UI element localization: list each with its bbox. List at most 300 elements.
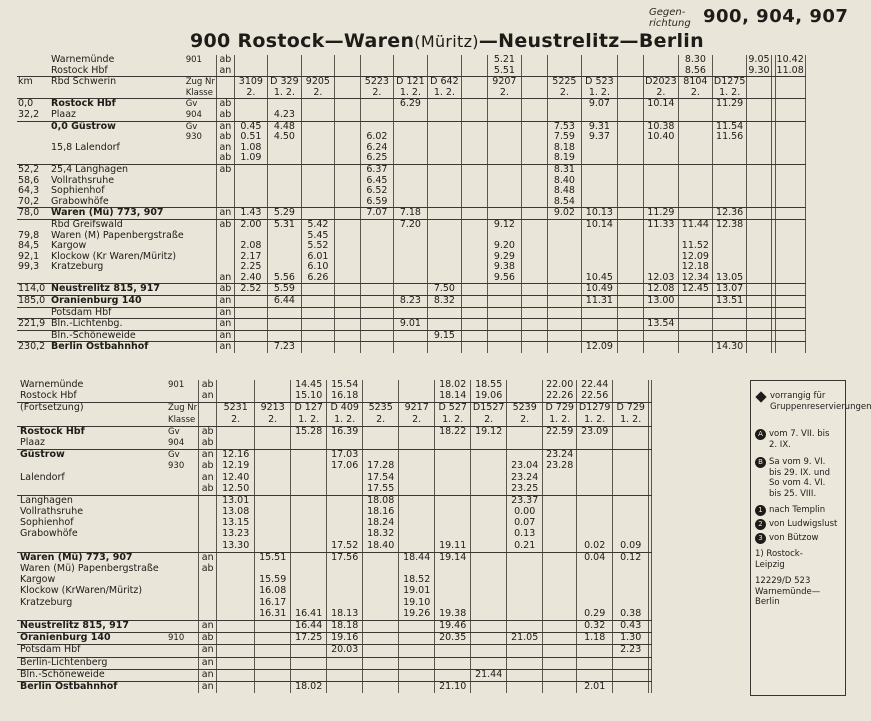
table-cell: 9.01 bbox=[393, 319, 427, 331]
table-cell: an bbox=[216, 330, 234, 342]
table-cell bbox=[291, 575, 327, 586]
table-cell bbox=[775, 143, 805, 154]
table-cell bbox=[775, 153, 805, 164]
table-cell: 930 bbox=[167, 461, 199, 472]
table-row bbox=[17, 633, 652, 645]
table-cell bbox=[471, 657, 507, 669]
table-cell bbox=[17, 219, 50, 230]
table-cell: 0.07 bbox=[507, 518, 543, 529]
table-cell: 6.25 bbox=[360, 153, 393, 164]
table-cell: 7.07 bbox=[360, 208, 393, 220]
table-cell: 12.36 bbox=[712, 208, 747, 220]
table-cell bbox=[487, 197, 521, 208]
table-cell bbox=[487, 164, 521, 175]
table-cell bbox=[775, 273, 805, 284]
station-cell: Rostock Hbf bbox=[20, 425, 85, 437]
table-cell bbox=[649, 426, 652, 438]
station-cell: Waren (M) Papenbergstraße bbox=[51, 229, 184, 241]
table-cell bbox=[678, 186, 712, 197]
table-cell bbox=[435, 586, 471, 597]
table-cell: 17.55 bbox=[363, 484, 399, 496]
table-cell bbox=[217, 620, 255, 632]
table-cell bbox=[471, 552, 507, 564]
table-row bbox=[17, 438, 652, 450]
table-cell bbox=[461, 66, 487, 77]
table-cell bbox=[185, 197, 217, 208]
table-cell bbox=[581, 330, 617, 342]
table-cell bbox=[301, 132, 334, 143]
table-cell bbox=[199, 598, 217, 609]
table-cell bbox=[547, 273, 581, 284]
table-cell bbox=[334, 252, 360, 263]
legend-box bbox=[750, 380, 871, 696]
table-cell bbox=[435, 495, 471, 507]
table-cell bbox=[393, 143, 427, 154]
table-row bbox=[17, 681, 652, 693]
table-cell bbox=[649, 645, 652, 657]
table-cell bbox=[712, 319, 747, 331]
table-cell bbox=[399, 620, 435, 632]
table-cell bbox=[577, 645, 613, 657]
table-cell bbox=[267, 241, 301, 252]
table-cell: 5.21 bbox=[487, 55, 521, 66]
table-cell: 14.45 bbox=[291, 380, 327, 391]
table-cell: 0.45 bbox=[234, 121, 267, 132]
table-row bbox=[17, 88, 805, 99]
table-cell bbox=[471, 495, 507, 507]
table-cell bbox=[617, 153, 643, 164]
table-cell bbox=[649, 541, 652, 553]
table-cell bbox=[775, 342, 805, 353]
table-cell bbox=[327, 669, 363, 681]
table-cell: 1. 2. bbox=[327, 415, 363, 427]
table-cell bbox=[234, 342, 267, 353]
station-cell: Grabowhöfe bbox=[20, 528, 78, 540]
table-cell: 17.25 bbox=[291, 633, 327, 645]
table-cell: 15.54 bbox=[327, 380, 363, 391]
table-cell bbox=[521, 77, 547, 88]
station-cell: Rostock Hbf bbox=[50, 66, 185, 77]
table-cell bbox=[747, 121, 771, 132]
table-cell bbox=[17, 132, 50, 143]
table-cell bbox=[393, 273, 427, 284]
table-cell: 1.08 bbox=[234, 143, 267, 154]
table-cell bbox=[487, 186, 521, 197]
table-cell bbox=[291, 450, 327, 462]
table-cell bbox=[363, 380, 399, 391]
table-cell bbox=[643, 197, 678, 208]
station-cell: Berlin Ostbahnhof bbox=[51, 341, 149, 353]
table-cell bbox=[399, 461, 435, 472]
table-cell bbox=[267, 307, 301, 319]
table-row bbox=[17, 110, 805, 121]
table-cell bbox=[581, 197, 617, 208]
table-cell: 5225 bbox=[547, 77, 581, 88]
table-row bbox=[17, 669, 652, 681]
table-cell: 6.01 bbox=[301, 252, 334, 263]
gegen-text: Gegen- bbox=[649, 7, 686, 18]
table-cell bbox=[643, 66, 678, 77]
table-cell bbox=[435, 473, 471, 484]
table-cell: 0.32 bbox=[577, 620, 613, 632]
table-cell bbox=[775, 296, 805, 308]
table-cell: 1. 2. bbox=[267, 88, 301, 99]
table-cell bbox=[301, 176, 334, 187]
station-cell: Grabowhöfe bbox=[50, 197, 185, 208]
table-cell bbox=[334, 262, 360, 273]
table-cell bbox=[216, 252, 234, 263]
table-cell bbox=[167, 391, 199, 403]
table-cell: 6.37 bbox=[360, 164, 393, 175]
table-cell bbox=[577, 461, 613, 472]
table-cell bbox=[217, 552, 255, 564]
station-cell: Neustrelitz 815, 917 bbox=[19, 620, 167, 632]
table-cell bbox=[712, 176, 747, 187]
table-cell bbox=[435, 518, 471, 529]
table-cell bbox=[547, 231, 581, 242]
table-cell bbox=[334, 99, 360, 110]
table-cell: 22.59 bbox=[543, 426, 577, 438]
station-cell: Rbd Greifswald bbox=[51, 218, 123, 230]
table-cell bbox=[775, 186, 805, 197]
table-cell bbox=[747, 176, 771, 187]
table-cell bbox=[185, 164, 217, 175]
table-cell bbox=[649, 495, 652, 507]
table-cell bbox=[185, 284, 217, 296]
table-cell: an bbox=[216, 66, 234, 77]
table-cell bbox=[363, 620, 399, 632]
table-cell bbox=[649, 669, 652, 681]
table-cell: 12.03 bbox=[643, 273, 678, 284]
table-cell bbox=[649, 529, 652, 540]
table-cell: 12.40 bbox=[217, 473, 255, 484]
table-cell: 9.12 bbox=[487, 219, 521, 230]
legend-symbol-icon: A bbox=[755, 429, 766, 440]
table-cell bbox=[234, 99, 267, 110]
table-cell: 5.52 bbox=[301, 241, 334, 252]
table-cell bbox=[435, 657, 471, 669]
table-cell: 16.17 bbox=[255, 598, 291, 609]
table-row bbox=[17, 153, 805, 164]
table-cell: Zug Nr bbox=[168, 403, 198, 414]
table-cell: 0.43 bbox=[613, 620, 649, 632]
table-row bbox=[17, 273, 805, 284]
table-cell bbox=[255, 657, 291, 669]
table-cell bbox=[747, 252, 771, 263]
table-cell: 18.13 bbox=[327, 609, 363, 621]
table-row bbox=[17, 657, 652, 669]
table-cell bbox=[507, 609, 543, 621]
table-cell bbox=[363, 609, 399, 621]
table-cell bbox=[617, 197, 643, 208]
station-cell: Bln.-Schöneweide bbox=[50, 330, 185, 342]
table-cell bbox=[543, 495, 577, 507]
table-cell bbox=[487, 110, 521, 121]
table-cell: 11.33 bbox=[643, 219, 678, 230]
table-cell bbox=[613, 484, 649, 496]
table-cell bbox=[360, 252, 393, 263]
table-cell: Klasse bbox=[167, 415, 199, 427]
table-cell: 8.23 bbox=[393, 296, 427, 308]
table-cell: 18.02 bbox=[291, 681, 327, 693]
title-end: —Neustrelitz—Berlin bbox=[478, 30, 704, 52]
table-cell bbox=[543, 552, 577, 564]
table-cell: ab bbox=[199, 564, 217, 575]
table-cell: 2.40 bbox=[234, 273, 267, 284]
table-cell bbox=[617, 319, 643, 331]
table-cell bbox=[399, 484, 435, 496]
table-cell bbox=[267, 143, 301, 154]
table-cell bbox=[185, 296, 217, 308]
table-cell bbox=[678, 132, 712, 143]
legend-item bbox=[755, 519, 843, 530]
table-cell bbox=[617, 231, 643, 242]
table-cell bbox=[334, 241, 360, 252]
table-cell bbox=[234, 330, 267, 342]
table-cell bbox=[255, 645, 291, 657]
table-cell: 904 bbox=[185, 110, 217, 121]
table-cell bbox=[399, 438, 435, 450]
table-cell: 12.18 bbox=[678, 262, 712, 273]
station-cell: Sophienhof bbox=[20, 517, 74, 529]
station-cell bbox=[19, 484, 167, 496]
table-cell bbox=[617, 176, 643, 187]
table-cell bbox=[678, 342, 712, 353]
table-cell bbox=[617, 273, 643, 284]
table-cell bbox=[712, 241, 747, 252]
station-cell: Kargow bbox=[20, 574, 56, 586]
table-cell bbox=[543, 541, 577, 553]
table-cell bbox=[334, 197, 360, 208]
table-cell: 11.08 bbox=[776, 64, 804, 76]
table-cell: 9.56 bbox=[487, 273, 521, 284]
table-cell: 16.41 bbox=[291, 609, 327, 621]
table-cell bbox=[301, 319, 334, 331]
table-cell bbox=[360, 342, 393, 353]
table-cell bbox=[712, 143, 747, 154]
table-cell: 6.10 bbox=[301, 262, 334, 273]
table-cell bbox=[267, 164, 301, 175]
table-cell: 0,0 bbox=[18, 98, 34, 110]
table-cell bbox=[461, 121, 487, 132]
legend-text: nach Templin bbox=[769, 505, 826, 515]
table-cell bbox=[747, 197, 771, 208]
table-cell bbox=[577, 586, 613, 597]
table-cell bbox=[649, 507, 652, 518]
table-cell bbox=[216, 231, 234, 242]
table-cell bbox=[17, 273, 50, 284]
table-cell bbox=[613, 461, 649, 472]
table-cell bbox=[461, 186, 487, 197]
station-cell: Lalendorf bbox=[20, 471, 65, 483]
table-cell bbox=[217, 645, 255, 657]
table-cell: 8.19 bbox=[547, 153, 581, 164]
table-cell: 11.56 bbox=[712, 132, 747, 143]
table-cell bbox=[360, 319, 393, 331]
table-cell bbox=[678, 99, 712, 110]
table-cell bbox=[291, 586, 327, 597]
table-cell bbox=[327, 564, 363, 575]
table-cell: 13.51 bbox=[712, 296, 747, 308]
table-cell bbox=[577, 473, 613, 484]
table-cell: Klasse bbox=[185, 88, 217, 99]
table-row bbox=[17, 55, 805, 66]
table-cell bbox=[643, 110, 678, 121]
table-cell bbox=[747, 231, 771, 242]
table-cell bbox=[435, 507, 471, 518]
table-cell bbox=[461, 153, 487, 164]
table-cell bbox=[334, 153, 360, 164]
table-cell: 0.04 bbox=[577, 552, 613, 564]
table-cell: 9.38 bbox=[487, 262, 521, 273]
table-cell: 20.35 bbox=[435, 633, 471, 645]
table-cell: 6.02 bbox=[360, 132, 393, 143]
table-cell: 21.10 bbox=[435, 681, 471, 693]
table-cell bbox=[255, 473, 291, 484]
table-cell bbox=[775, 77, 805, 88]
table-row bbox=[17, 330, 805, 342]
table-cell bbox=[399, 391, 435, 403]
table-cell: an bbox=[216, 296, 234, 308]
table-cell bbox=[547, 66, 581, 77]
table-cell bbox=[471, 598, 507, 609]
table-cell: 1. 2. bbox=[291, 415, 327, 427]
table-cell bbox=[617, 110, 643, 121]
table-cell bbox=[255, 391, 291, 403]
table-cell bbox=[487, 319, 521, 331]
table-cell: 10.40 bbox=[643, 132, 678, 143]
table-cell: 1. 2. bbox=[581, 88, 617, 99]
table-cell bbox=[217, 669, 255, 681]
table-cell bbox=[547, 307, 581, 319]
table-cell bbox=[471, 564, 507, 575]
table-cell bbox=[521, 219, 547, 230]
table-cell: 12.45 bbox=[678, 284, 712, 296]
table-cell bbox=[521, 176, 547, 187]
table-cell bbox=[521, 262, 547, 273]
table-cell bbox=[167, 495, 199, 507]
table-cell: 8.18 bbox=[547, 143, 581, 154]
table-row bbox=[17, 132, 805, 143]
table-cell: 19.16 bbox=[327, 633, 363, 645]
table-cell bbox=[267, 176, 301, 187]
table-cell: 19.01 bbox=[399, 586, 435, 597]
table-cell bbox=[487, 342, 521, 353]
table-cell bbox=[17, 153, 50, 164]
table-cell bbox=[327, 657, 363, 669]
table-row bbox=[17, 415, 652, 427]
table-row bbox=[17, 121, 805, 132]
table-cell bbox=[267, 330, 301, 342]
table-cell: 17.28 bbox=[363, 461, 399, 472]
table-cell: 9.02 bbox=[547, 208, 581, 220]
table-cell bbox=[167, 586, 199, 597]
table-cell bbox=[547, 296, 581, 308]
table-cell bbox=[543, 657, 577, 669]
timetable-upper bbox=[17, 55, 806, 353]
table-cell bbox=[507, 620, 543, 632]
table-cell: ab bbox=[199, 484, 217, 496]
table-cell bbox=[712, 66, 747, 77]
table-row bbox=[17, 507, 652, 518]
table-cell: 0.12 bbox=[613, 552, 649, 564]
table-cell bbox=[643, 164, 678, 175]
table-cell bbox=[543, 609, 577, 621]
station-cell: Kratzeburg bbox=[51, 261, 104, 273]
table-cell: 13.23 bbox=[217, 529, 255, 540]
station-cell: 0,0 Güstrow bbox=[51, 120, 116, 132]
table-cell bbox=[649, 391, 652, 403]
station-cell: Potsdam Hbf bbox=[19, 645, 167, 657]
table-cell: 8.40 bbox=[547, 176, 581, 187]
table-cell: 2. bbox=[217, 415, 255, 427]
table-cell bbox=[487, 296, 521, 308]
table-cell bbox=[427, 273, 461, 284]
table-cell: 84,5 bbox=[18, 240, 40, 252]
table-cell bbox=[747, 219, 771, 230]
table-cell bbox=[217, 575, 255, 586]
table-cell: 2. bbox=[360, 88, 393, 99]
table-cell bbox=[291, 473, 327, 484]
table-cell: 13.01 bbox=[217, 495, 255, 507]
table-cell bbox=[617, 143, 643, 154]
table-cell bbox=[678, 319, 712, 331]
table-cell bbox=[334, 307, 360, 319]
table-cell: 17.03 bbox=[327, 450, 363, 462]
table-cell bbox=[399, 669, 435, 681]
table-cell: 18.40 bbox=[363, 541, 399, 553]
table-cell bbox=[461, 252, 487, 263]
table-cell: 0.00 bbox=[507, 507, 543, 518]
table-row bbox=[17, 99, 805, 110]
table-cell: 2.25 bbox=[234, 262, 267, 273]
table-cell bbox=[291, 541, 327, 553]
table-cell bbox=[712, 197, 747, 208]
table-cell bbox=[427, 262, 461, 273]
table-cell bbox=[617, 241, 643, 252]
table-cell bbox=[327, 438, 363, 450]
table-cell bbox=[363, 575, 399, 586]
table-cell bbox=[547, 319, 581, 331]
table-cell bbox=[747, 153, 771, 164]
table-cell bbox=[461, 219, 487, 230]
table-cell bbox=[199, 518, 217, 529]
table-cell: an bbox=[216, 121, 234, 132]
table-cell bbox=[649, 564, 652, 575]
table-cell bbox=[399, 529, 435, 540]
table-row bbox=[17, 143, 805, 154]
table-cell bbox=[291, 461, 327, 472]
table-cell: 8.56 bbox=[678, 66, 712, 77]
table-cell bbox=[427, 231, 461, 242]
table-cell bbox=[427, 153, 461, 164]
table-cell: 18.14 bbox=[435, 391, 471, 403]
table-cell bbox=[461, 99, 487, 110]
table-cell bbox=[712, 231, 747, 242]
table-cell bbox=[427, 208, 461, 220]
table-cell bbox=[185, 208, 217, 220]
table-cell: 5.51 bbox=[487, 66, 521, 77]
table-cell bbox=[255, 461, 291, 472]
table-cell bbox=[487, 121, 521, 132]
table-cell: D2023 bbox=[645, 76, 677, 88]
table-cell bbox=[427, 197, 461, 208]
table-cell: 19.12 bbox=[471, 426, 507, 438]
table-cell bbox=[747, 186, 771, 197]
table-cell: 9.30 bbox=[748, 64, 770, 76]
table-cell: Gv bbox=[185, 121, 217, 132]
station-cell: Klockow (Kr Waren/Müritz) bbox=[51, 250, 177, 262]
